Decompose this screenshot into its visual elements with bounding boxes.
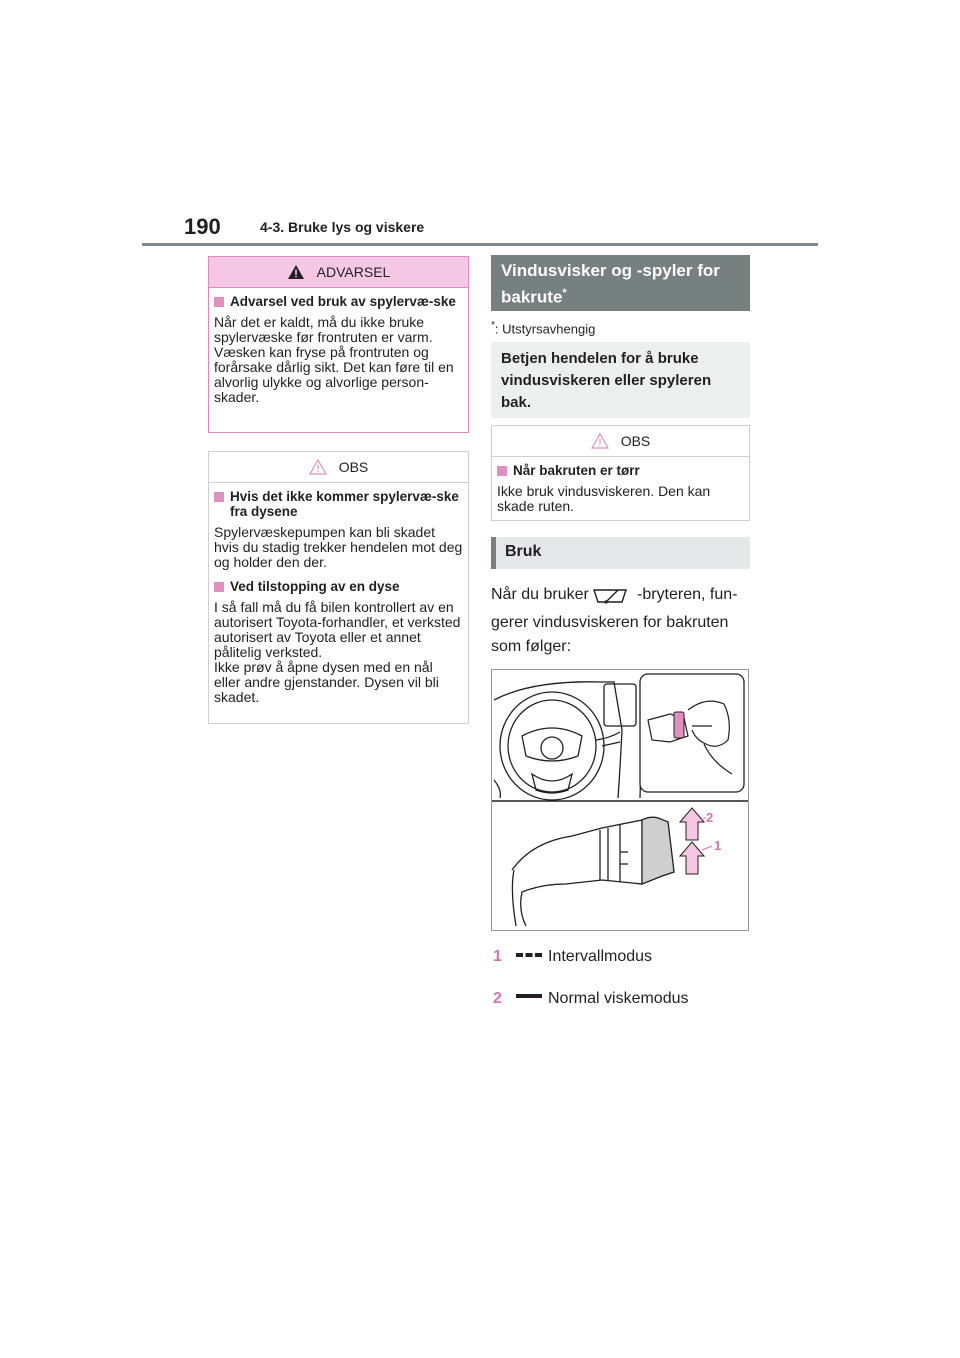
warning-item-text: Når det er kaldt, må du ikke bruke spylervæske før frontruten er varm. Væsken kan fryse på frontruten og forårsake dårlig sikt. Det kan føre til en alvorlig ulykke og alvorlige person-skader. [214,314,454,405]
obs-item-text: I så fall må du få bilen kontrollert av en autorisert Toyota-forhandler, et verksted autorisert av Toyota eller et annet pålitelig verksted. [214,599,461,660]
header-rule [142,243,818,246]
legend-number: 2 [493,990,502,1007]
obs-item-heading-text: Når bakruten er tørr [513,463,640,478]
callout-1-label: 1 [714,838,722,853]
obs-item-text: Ikke bruk vindusviskeren. Den kan skade ruten. [497,483,711,514]
warning-box-header [209,257,468,288]
body-text-line: gerer vindusviskeren for bakruten [491,614,729,631]
rear-wiper-switch-icon [590,584,630,608]
obs-item-heading [214,489,463,519]
obs-box-dry-window [491,425,750,521]
warning-item-heading-text: Advarsel ved bruk av spylervæ-ske [230,294,456,309]
obs-item-text: Spylervæskepumpen kan bli skadet hvis du stadig trekker hendelen mot deg og holder den der. [214,524,463,570]
legend-text: Intervallmodus [548,948,653,965]
obs-item-heading [214,579,463,594]
section-heading-text: Vindusvisker og -spyler for bakrute [501,261,720,307]
obs-box-washer [208,451,469,724]
page-number: 190 [184,214,221,239]
obs-title: OBS [338,459,369,475]
bruk-heading: Bruk [491,537,750,569]
section-heading [491,255,750,311]
obs-box-header [209,452,468,483]
warning-triangle-icon [287,264,305,280]
section-title: 4-3. Bruke lys og viskere [260,219,425,235]
obs-item-heading-text: Hvis det ikke kommer spylervæ-ske fra dysene [230,489,459,519]
footnote-text: : Utstyrsavhengig [494,321,596,337]
wiper-lever-illustration [491,669,749,931]
lever-drawing [492,670,748,930]
normal-mode-icon [516,994,542,1000]
sub-heading: Betjen hendelen for å bruke vindusviskeren eller spyleren bak. [491,342,750,418]
body-text-line: som følger: [491,638,572,655]
footnote-asterisk: * [491,320,495,331]
obs-item-text-2: Ikke prøv å åpne dysen med en nål eller andre gjenstander. Dysen vil bli skadet. [214,659,439,705]
bruk-heading-bar [491,537,496,569]
caution-triangle-icon [591,433,609,449]
square-bullet-icon [214,297,224,307]
square-bullet-icon [214,492,224,502]
caution-triangle-icon [309,459,327,475]
warning-box [208,256,469,433]
legend-text: Normal viskemodus [548,990,689,1007]
square-bullet-icon [214,582,224,592]
legend-number: 1 [493,948,502,965]
intermittent-mode-icon [516,953,542,959]
obs-item-heading-text: Ved tilstopping av en dyse [230,579,400,594]
warning-title: ADVARSEL [316,264,391,280]
square-bullet-icon [497,466,507,476]
body-text-line: Når du bruker [491,586,589,603]
obs-title: OBS [620,433,651,449]
footnote [491,320,595,336]
obs-item-heading [497,463,744,478]
heading-asterisk: * [562,287,567,299]
body-text-line: -bryteren, fun- [637,586,738,603]
obs-box-header [492,426,749,457]
callout-2-label: 2 [706,810,714,825]
warning-item-heading [214,294,463,309]
